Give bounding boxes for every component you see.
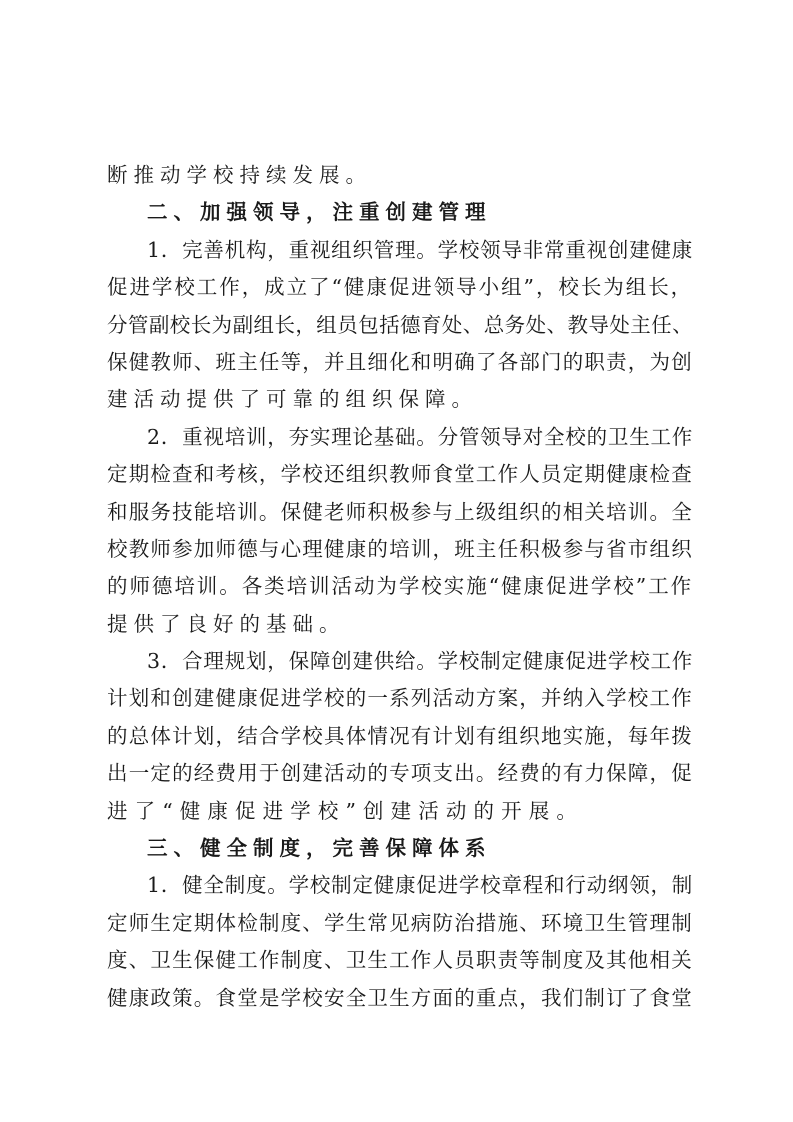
text-line: 和服务技能培训。保健老师积极参与上级组织的相关培训。全 [107, 499, 693, 524]
text-line: 2．重视培训，夯实理论基础。分管领导对全校的卫生工作 [147, 424, 694, 449]
text-line: 进了“健康促进学校”创建活动的开展。 [107, 798, 584, 823]
text-line: 提供了良好的基础。 [107, 611, 346, 636]
heading-text: 二、加强领导，注重创建管理 [147, 200, 492, 225]
text-line: 3．合理规划，保障创建供给。学校制定健康促进学校工作 [147, 649, 694, 674]
text-line: 断推动学校持续发展。 [107, 163, 372, 187]
text-line: 建活动提供了可靠的组织保障。 [107, 387, 478, 412]
heading-text: 三、健全制度，完善保障体系 [147, 836, 492, 861]
paragraph [107, 646, 693, 833]
text-line: 1．健全制度。学校制定健康促进学校章程和行动纲领，制 [147, 873, 694, 898]
text-line: 计划和创建健康促进学校的一系列活动方案，并纳入学校工作 [107, 686, 693, 711]
text-line: 定期检查和考核，学校还组织教师食堂工作人员定期健康检查 [107, 462, 693, 487]
paragraph [107, 235, 693, 422]
text-line: 校教师参加师德与心理健康的培训，班主任积极参与省市组织 [107, 536, 693, 561]
paragraph [107, 422, 693, 646]
paragraph [107, 160, 693, 197]
text-line: 保健教师、班主任等，并且细化和明确了各部门的职责，为创 [107, 349, 693, 374]
text-line: 的师德培训。各类培训活动为学校实施“健康促进学校”工作 [107, 574, 694, 599]
document-page [107, 160, 693, 1020]
text-line: 分管副校长为副组长，组员包括德育处、总务处、教导处主任、 [107, 312, 694, 337]
section-heading [107, 197, 693, 234]
text-line: 定师生定期体检制度、学生常见病防治措施、环境卫生管理制 [107, 910, 693, 935]
text-line: 的总体计划，结合学校具体情况有计划有组织地实施，每年拨 [107, 723, 693, 748]
text-line: 出一定的经费用于创建活动的专项支出。经费的有力保障，促 [107, 761, 693, 786]
text-line: 度、卫生保健工作制度、卫生工作人员职责等制度及其他相关 [107, 948, 693, 973]
section-heading [107, 833, 693, 870]
text-line: 1．完善机构，重视组织管理。学校领导非常重视创建健康 [147, 237, 694, 262]
text-line: 促进学校工作，成立了“健康促进领导小组”，校长为组长， [107, 275, 694, 300]
text-line: 健康政策。食堂是学校安全卫生方面的重点，我们制订了食堂 [107, 985, 693, 1010]
paragraph [107, 870, 693, 1020]
